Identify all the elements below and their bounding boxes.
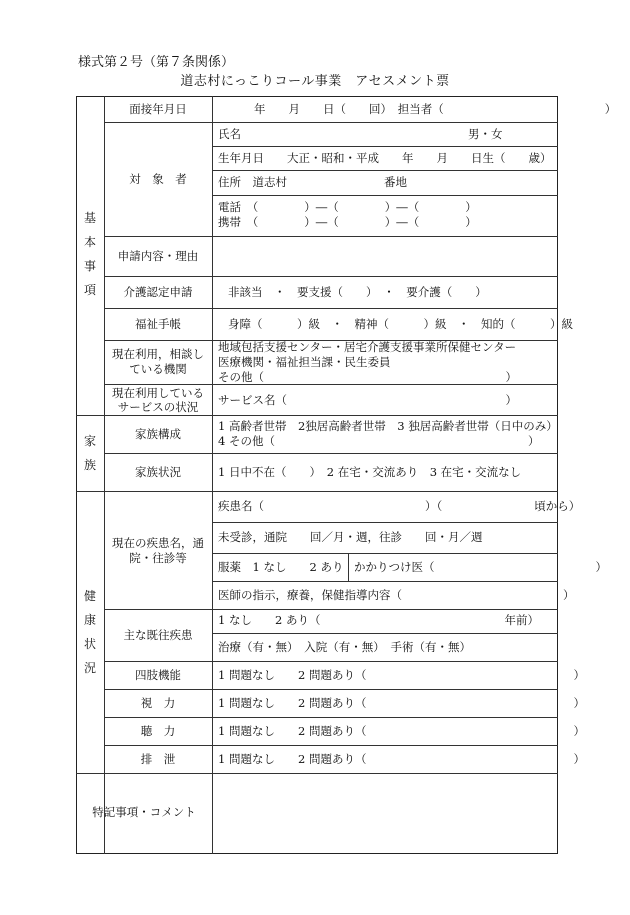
agencies-line-1[interactable]: 地域包括支援センター・居宅介護支援事業所保健センター [218,340,517,354]
agencies-label-2: ている機関 [129,362,187,376]
row-line [212,522,558,523]
welfare-label: 福祉手帳 [135,317,181,331]
subject-label: 対 象 者 [129,172,187,186]
section-line [76,415,558,416]
welfare-field[interactable]: 身障（ ）級 ・ 精神（ ）級 ・ 知的（ ）級 [228,317,573,331]
birthdate-field[interactable]: 生年月日 大正・昭和・平成 年 月 日生（ 歳） [218,151,552,165]
hearing-label: 聴 力 [140,724,176,738]
history-line-2[interactable]: 治療（有・無） 入院（有・無） 手術（有・無） [218,640,471,654]
row-line [212,633,558,634]
section-line [76,773,558,774]
illness-label-1: 現在の疾患名，通 [112,536,204,550]
row-line [104,609,558,610]
row-line [212,195,558,196]
row-line [212,553,558,554]
agencies-line-2[interactable]: 医療機関・福祉担当課・民生委員 [218,355,391,369]
sex-field[interactable]: 男・女 [468,127,503,141]
row-line [104,717,558,718]
excretion-field[interactable]: 1 問題なし 2 問題あり（ ） [218,752,585,766]
history-label: 主な既往疾患 [123,628,193,642]
row-line [104,276,558,277]
visits-field[interactable]: 未受診，通院 回／月・週，往診 回・月／週 [218,530,483,544]
name-field[interactable]: 氏名 [218,127,241,141]
medication-divider [348,553,349,581]
phone-field[interactable]: 電話 （ ）―（ ）―（ ） [218,200,477,214]
section-basic: 基 本 事 項 [83,211,96,297]
row-line [104,453,558,454]
form-title: 道志村にっこりコール事業 アセスメント票 [180,74,450,89]
illness-label-2: 院・往診等 [129,551,187,565]
care-label: 介護認定申請 [123,285,193,299]
family-structure-line-1[interactable]: 1 高齢者世帯 2独居高齢者世帯 3 独居高齢者世帯（日中のみ） [218,419,558,433]
history-line-1[interactable]: 1 なし 2 あり（ 年前） [218,613,539,627]
address-field[interactable]: 住所 道志村 [218,175,287,189]
row-line [104,745,558,746]
disease-field[interactable]: 疾患名（ ）（ 頃から） [218,499,581,513]
family-doctor-field[interactable]: かかりつけ医（ ） [354,560,607,574]
excretion-label: 排 泄 [140,752,176,766]
remarks-label: 特記事項・コメント [92,805,196,819]
vision-field[interactable]: 1 問題なし 2 問題あり（ ） [218,696,585,710]
row-line [104,308,558,309]
row-line [104,689,558,690]
agencies-line-3[interactable]: その他（ ） [218,370,517,384]
hearing-field[interactable]: 1 問題なし 2 問題あり（ ） [218,724,585,738]
remarks-divider [212,773,213,854]
limbs-field[interactable]: 1 問題なし 2 問題あり（ ） [218,668,585,682]
family-structure-line-2[interactable]: 4 その他（ ） [218,434,540,448]
form-number: 様式第２号（第７条関係） [78,55,235,70]
reason-label: 申請内容・理由 [117,249,199,263]
remarks-field[interactable] [218,780,548,848]
row-line [212,581,558,582]
family-status-label: 家族状況 [135,465,181,479]
agencies-label-1: 現在利用，相談し [112,347,204,361]
interview-date-label: 面接年月日 [129,102,187,116]
family-structure-label: 家族構成 [135,427,181,441]
row-line [104,661,558,662]
section-line [76,491,558,492]
row-line [212,146,558,147]
instructions-field[interactable]: 医師の指示，療養，保健指導内容（ ） [218,588,575,602]
mobile-field[interactable]: 携帯 （ ）―（ ）―（ ） [218,215,477,229]
section-family: 家 族 [83,434,96,472]
label-divider [212,96,213,773]
row-line [212,170,558,171]
services-label-2: サービスの状況 [117,400,199,414]
services-label-1: 現在利用している [112,386,204,400]
section-health: 健 康 状 況 [83,589,96,675]
family-status-field[interactable]: 1 日中不在（ ） 2 在宅・交流あり 3 在宅・交流なし [218,465,522,479]
row-line [104,122,558,123]
limbs-label: 四肢機能 [135,668,181,682]
services-field[interactable]: サービス名（ ） [218,393,517,407]
vision-label: 視 力 [140,696,176,710]
row-line [104,236,558,237]
interview-date-value[interactable]: 年 月 日（ 回） 担当者（ ） [254,102,617,116]
care-field[interactable]: 非該当 ・ 要支援（ ） ・ 要介護（ ） [228,285,487,299]
medication-field[interactable]: 服薬 1 なし 2 あり [218,560,344,574]
address-suffix: 番地 [384,175,407,189]
